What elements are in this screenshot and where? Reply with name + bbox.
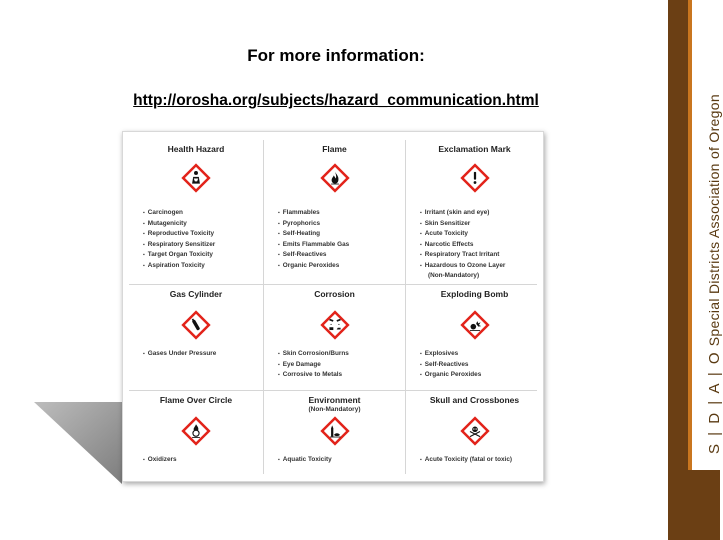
hazard-list-item: ▪ Pyrophorics — [278, 219, 349, 230]
band-brown-edge — [668, 0, 688, 540]
hazard-list-item: ▪ Oxidizers — [143, 455, 177, 466]
hazard-list-item: ▪ Eye Damage — [278, 360, 349, 371]
hazard-list-item: ▪ Gases Under Pressure — [143, 349, 216, 360]
hazard-list-item: ▪ Aspiration Toxicity — [143, 261, 215, 272]
gas-cylinder-icon — [182, 311, 210, 339]
flame-over-circle-icon — [182, 417, 210, 445]
hazard-title: Flame Over Circle — [159, 395, 233, 405]
hazard-cell-flame — [266, 142, 403, 282]
page-title: For more information: — [247, 46, 425, 65]
corrosion-icon — [321, 311, 349, 339]
hazard-list-item: ▪ Hazardous to Ozone Layer — [420, 261, 505, 272]
band-orange-strip — [688, 0, 692, 470]
hazard-cell-skull-and-crossbones — [408, 393, 541, 475]
environment-icon — [321, 417, 349, 445]
hazard-list — [278, 349, 349, 381]
hazard-list-item: ▪ Self-Heating — [278, 229, 349, 240]
hazard-list-item: ▪ Carcinogen — [143, 208, 215, 219]
hazard-list-item: ▪ Organic Peroxides — [278, 261, 349, 272]
skull-and-crossbones-icon — [461, 417, 489, 445]
hazard-list-item: ▪ Skin Corrosion/Burns — [278, 349, 349, 360]
grid-line — [129, 284, 537, 285]
hazard-list — [420, 349, 481, 381]
hazard-cell-exclamation-mark — [408, 142, 541, 282]
hazard-list-item: ▪ Corrosive to Metals — [278, 370, 349, 381]
hazard-list — [143, 208, 215, 271]
hazard-list-item: ▪ Explosives — [420, 349, 481, 360]
hazard-list-item: ▪ Self-Reactives — [278, 250, 349, 261]
hazard-list-item: ▪ Emits Flammable Gas — [278, 240, 349, 251]
hazard-list-item: ▪ Flammables — [278, 208, 349, 219]
hazard-list-item: ▪ Acute Toxicity — [420, 229, 505, 240]
hazard-list-item: ▪ Narcotic Effects — [420, 240, 505, 251]
hazard-list — [420, 455, 512, 466]
hazard-list-item: ▪ Organic Peroxides — [420, 370, 481, 381]
hazard-title: Flame — [322, 144, 347, 154]
exploding-bomb-icon — [461, 311, 489, 339]
ghs-pictogram-chart — [122, 131, 544, 482]
hazard-list-item: ▪ Acute Toxicity (fatal or toxic) — [420, 455, 512, 466]
hazard-cell-gas-cylinder — [131, 287, 261, 389]
hazard-list-item: ▪ Reproductive Toxicity — [143, 229, 215, 240]
hazard-list-item: ▪ Self-Reactives — [420, 360, 481, 371]
hazard-list-item: ▪ Skin Sensitizer — [420, 219, 505, 230]
hazard-list — [143, 349, 216, 360]
hazard-list — [278, 455, 332, 466]
sdao-brand-text — [706, 94, 723, 454]
hazard-list — [278, 208, 349, 271]
grid-line — [405, 140, 406, 474]
hazard-list — [420, 208, 505, 282]
hazard-cell-corrosion — [266, 287, 403, 389]
hazard-cell-flame-over-circle — [131, 393, 261, 475]
sdao-name: Special Districts Association of Oregon — [706, 94, 722, 347]
hazard-list-item: ▪ Irritant (skin and eye) — [420, 208, 505, 219]
hazard-title: Environment — [308, 395, 361, 405]
hazard-title: Corrosion — [314, 289, 355, 299]
hazard-cell-health-hazard — [131, 142, 261, 282]
hazard-list-note: (Non-Mandatory) — [428, 272, 480, 279]
grid-line — [129, 390, 537, 391]
sdao-acronym: S | D | A | O — [706, 350, 723, 454]
hazard-list-item: ▪ Respiratory Sensitizer — [143, 240, 215, 251]
grid-line — [263, 140, 264, 474]
health-hazard-icon — [182, 164, 210, 192]
hazard-subtitle: (Non-Mandatory) — [308, 406, 361, 413]
hazard-list-item: ▪ Respiratory Tract Irritant — [420, 250, 505, 261]
hazard-title: Skull and Crossbones — [429, 395, 520, 405]
hazard-title: Health Hazard — [167, 144, 225, 154]
flame-icon — [321, 164, 349, 192]
band-brown-foot — [668, 470, 720, 540]
exclamation-mark-icon — [461, 164, 489, 192]
hazard-cell-exploding-bomb — [408, 287, 541, 389]
slide-shadow-decoration — [30, 396, 130, 488]
hazard-list-item: ▪ Target Organ Toxicity — [143, 250, 215, 261]
hazard-list-item: ▪ Mutagenicity — [143, 219, 215, 230]
hazard-title: Exploding Bomb — [440, 289, 509, 299]
hazard-list-item: ▪ Aquatic Toxicity — [278, 455, 332, 466]
osha-link[interactable]: http://orosha.org/subjects/hazard_communication.html — [133, 92, 539, 109]
hazard-title: Gas Cylinder — [169, 289, 223, 299]
hazard-list — [143, 455, 177, 466]
hazard-title: Exclamation Mark — [438, 144, 511, 154]
hazard-cell-environment — [266, 393, 403, 475]
